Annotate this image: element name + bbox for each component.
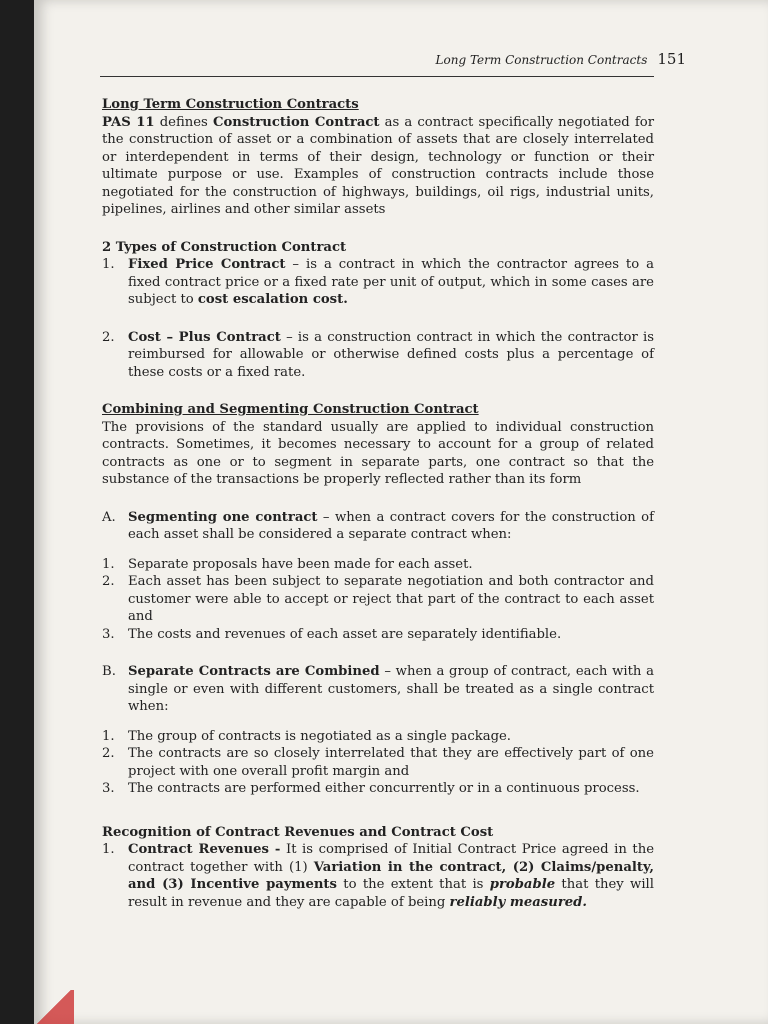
- text-run: to the extent that is: [336, 877, 490, 892]
- section-long-term: [102, 96, 654, 219]
- item-number: 2.: [102, 574, 115, 589]
- list-item: [102, 573, 654, 626]
- lettered-item-a: [102, 509, 654, 544]
- item-number: 1.: [102, 556, 115, 572]
- section-recognition: [102, 824, 654, 912]
- term: Construction Contract: [212, 114, 380, 130]
- text-run: that they will result in revenue and they are capable of being: [128, 877, 654, 910]
- text-run: It is comprised of Initial Contract Price agreed in the contract together with (1): [128, 842, 654, 875]
- item-number: 1.: [102, 728, 115, 744]
- item-text: The contracts are so closely interrelated that they are effectively part of one project with one overall profit margin and: [128, 746, 654, 779]
- text-run: – when a group of contract, each with a single or even with different customers, shall be treated as a single contract when:: [128, 664, 654, 714]
- text-run: – is a construction contract in which the contractor is reimbursed for allowable or otherwise defined costs plus a percentage of these costs or a fixed rate.: [128, 329, 655, 380]
- item-text: The costs and revenues of each asset are separately identifiable.: [128, 626, 562, 642]
- paragraph: The provisions of the standard usually are applied to individual construction contracts. Sometimes, it becomes necessary to account for a group of related contracts as one or to segment in separate parts, one contract so that the substance of the transactions be properly reflected rather than its form: [102, 419, 654, 487]
- item-number: 3.: [102, 781, 115, 796]
- emphasis: probable: [489, 877, 556, 892]
- section-heading: Recognition of Contract Revenues and Contract Cost: [102, 824, 494, 840]
- item-text: Separate proposals have been made for each asset.: [128, 556, 473, 572]
- item-text: The group of contracts is negotiated as a single package.: [128, 728, 512, 744]
- section-heading: Combining and Segmenting Construction Contract: [102, 402, 479, 417]
- term: Variation in the contract, (2) Claims/penalty, and (3) Incentive payments: [128, 859, 654, 892]
- running-title: Long Term Construction Contracts: [435, 53, 648, 67]
- page-content: [102, 96, 654, 911]
- page-corner-decoration: [34, 990, 74, 1024]
- emphasis: reliably measured.: [449, 894, 587, 910]
- section-combining: [102, 401, 654, 798]
- item-text: [128, 509, 654, 544]
- term: Fixed Price Contract: [128, 257, 286, 272]
- text-run: defines: [154, 114, 213, 130]
- text-run: – is a contract in which the contractor agrees to a fixed contract price or a fixed rate per unit of output, which in some cases are subject to: [128, 257, 654, 307]
- pas-label: PAS 11: [102, 114, 155, 130]
- lettered-item-b: [102, 663, 654, 716]
- item-number: 1.: [102, 842, 115, 857]
- item-text: [128, 663, 654, 716]
- list-item: [102, 626, 654, 644]
- page-number: 151: [657, 50, 686, 68]
- term: Separate Contracts are Combined: [128, 664, 380, 679]
- term: Segmenting one contract: [128, 509, 318, 525]
- list-item: [102, 556, 654, 574]
- text-run: as a contract specifically negotiated for the construction of asset or a combination of assets that are closely interrelated or interdependent in terms of their design, technology or function or their ultimate purpose or use. Examples of construction contracts include those negotiated for the construction of highways, buildings, oil rigs, industrial units, pipelines, airlines and other similar assets: [102, 114, 655, 217]
- section-heading: 2 Types of Construction Contract: [102, 239, 347, 255]
- list-item: [102, 329, 654, 382]
- list-item: [102, 256, 654, 309]
- item-text: Each asset has been subject to separate negotiation and both contractor and customer were able to accept or reject that part of the contract to each asset and: [128, 574, 654, 624]
- item-number: 2.: [102, 329, 115, 345]
- item-number: 3.: [102, 626, 115, 642]
- term: Contract Revenues -: [128, 842, 281, 857]
- section-types: [102, 239, 654, 382]
- item-text: The contracts are performed either concurrently or in a continuous process.: [128, 781, 640, 796]
- item-text: [128, 256, 654, 309]
- item-text: [128, 841, 654, 911]
- list-item: [102, 745, 654, 780]
- item-letter: A.: [102, 509, 116, 525]
- page-header: [142, 50, 686, 68]
- item-text: [128, 329, 654, 382]
- term: cost escalation cost.: [197, 292, 348, 307]
- paragraph: [102, 114, 654, 219]
- list-item: [102, 780, 654, 798]
- list-item: [102, 728, 654, 746]
- list-item: [102, 841, 654, 911]
- item-letter: B.: [102, 664, 116, 679]
- section-heading: Long Term Construction Contracts: [102, 97, 359, 112]
- header-rule: [100, 76, 654, 77]
- term: Cost – Plus Contract: [128, 329, 281, 345]
- text-run: – when a contract covers for the construction of each asset shall be considered a separate contract when:: [128, 509, 654, 542]
- item-number: 2.: [102, 746, 115, 761]
- item-number: 1.: [102, 257, 115, 272]
